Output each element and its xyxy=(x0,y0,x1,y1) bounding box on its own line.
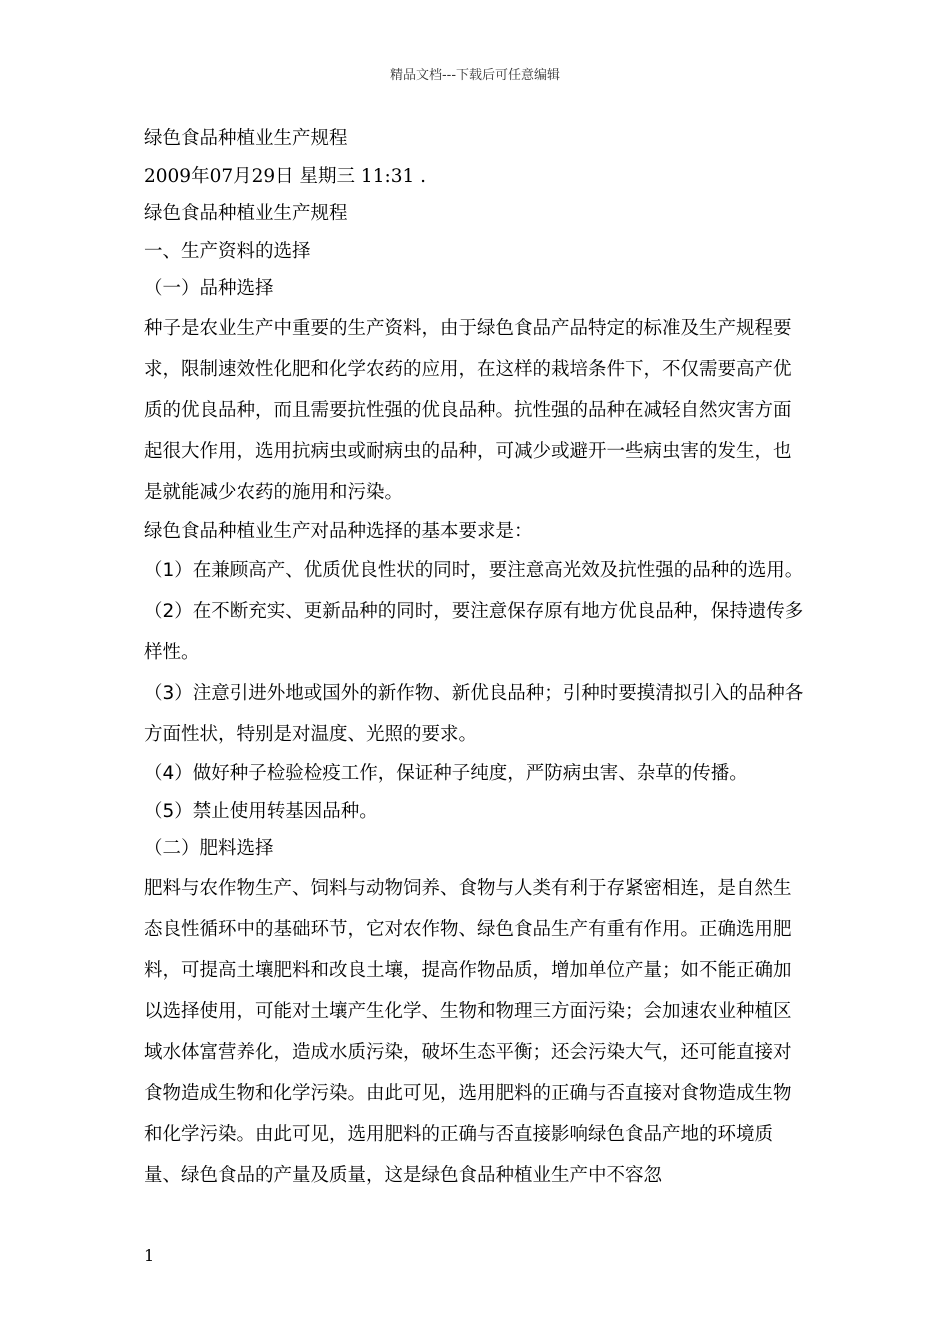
list-item: （3）注意引进外地或国外的新作物、新优良品种；引种时要摸清拟引入的品种各方面性状，特别是对温度、光照的要求。 xyxy=(144,683,804,745)
list-item: （5）禁止使用转基因品种。 xyxy=(144,800,378,822)
subsection-heading-variety: （一）品种选择 xyxy=(144,278,274,299)
section-heading: 一、生产资料的选择 xyxy=(144,240,311,262)
document-body xyxy=(144,120,804,1196)
list-item: （2）在不断充实、更新品种的同时，要注意保存原有地方优良品种，保持遗传多样性。 xyxy=(144,601,804,663)
paragraph-seed: 种子是农业生产中重要的生产资料，由于绿色食品产品特定的标准及生产规程要求，限制速效性化肥和化学农药的应用，在这样的栽培条件下，不仅需要高产优质的优良品种，而且需要抗性强的优良品种。抗性强的品种在减轻自然灾害方面起很大作用，选用抗病虫或耐病虫的品种，可减少或避开一些病虫害的发生，也是就能减少农药的施用和污染。 xyxy=(144,317,792,503)
page-header: 精品文档---下载后可任意编辑 xyxy=(389,68,561,83)
doc-title: 绿色食品种植业生产规程 xyxy=(144,128,348,149)
subsection-heading-fertilizer: （二）肥料选择 xyxy=(144,838,274,859)
doc-date: 2009年07月29日 星期三 11:31 . xyxy=(144,165,426,187)
list-item: （4）做好种子检验检疫工作，保证种子纯度，严防病虫害、杂草的传播。 xyxy=(144,763,748,784)
paragraph-fertilizer: 肥料与农作物生产、饲料与动物饲养、食物与人类有利于存紧密相连，是自然生态良性循环中的基础环节，它对农作物、绿色食品生产有重有作用。正确选用肥料，可提高土壤肥料和改良土壤，提高作物品质，增加单位产量；如不能正确加以选择使用，可能对土壤产生化学、生物和物理三方面污染；会加速农业种植区域水体富营养化，造成水质污染，破坏生态平衡；还会污染大气，还可能直接对食物造成生物和化学污染。由此可见，选用肥料的正确与否直接对食物造成生物和化学污染。由此可见，选用肥料的正确与否直接影响绿色食品产地的环境质量、绿色食品的产量及质量，这是绿色食品种植业生产中不容忽 xyxy=(144,877,792,1186)
paragraph-requirements: 绿色食品种植业生产对品种选择的基本要求是： xyxy=(144,520,533,542)
doc-subtitle: 绿色食品种植业生产规程 xyxy=(144,203,348,224)
list-item: （1）在兼顾高产、优质优良性状的同时，要注意高光效及抗性强的品种的选用。 xyxy=(144,560,804,581)
page-number: 1 xyxy=(144,1246,155,1265)
